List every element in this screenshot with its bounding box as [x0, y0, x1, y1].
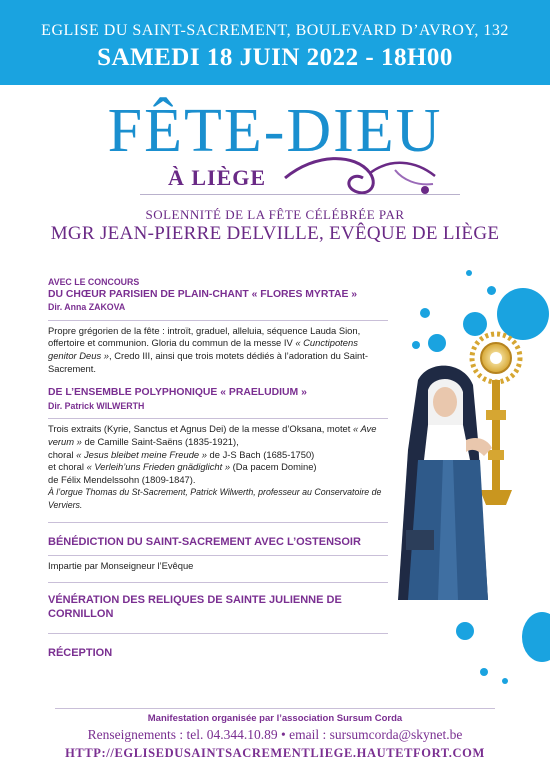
blue-dot-icon: [466, 270, 472, 276]
blue-dot-icon: [456, 622, 474, 640]
blue-dot-icon: [480, 668, 488, 676]
header-address: EGLISE DU SAINT-SACREMENT, BOULEVARD D’AVROY, 132: [41, 22, 509, 39]
header-date: SAMEDI 18 JUIN 2022 - 18H00: [97, 44, 453, 71]
benediction-text: Impartie par Monseigneur l’Evêque: [48, 559, 194, 571]
choir2-director: Dir. Patrick WILWERTH: [48, 400, 145, 411]
divider: [48, 418, 388, 419]
divider: [48, 320, 388, 321]
divider: [48, 555, 388, 556]
choir2-description: Trois extraits (Kyrie, Sanctus et Agnus Dei) de la messe d’Oksana, motet « Ave verum » de Camille Saint-Saëns (1835-1921), choral « Jesus bleibet meine Freude » de J-S Bach (1685-1750) et choral « Verleih’uns Frieden gnädiglicht » (Da pacem Domine) de Félix Mendelssohn (1809-1847).: [48, 423, 377, 485]
organ-note: À l’orgue Thomas du St-Sacrement, Patrick Wilwerth, professeur au Conservatoire de Verviers.: [48, 487, 382, 510]
title-subline: À LIÈGE: [168, 165, 267, 190]
page-title: FÊTE-DIEU: [107, 97, 443, 165]
reception-heading: RÉCEPTION: [48, 647, 113, 660]
divider: [48, 582, 388, 583]
footer-contact: Renseignements : tel. 04.344.10.89 • email : sursumcorda@skynet.be: [87, 727, 463, 742]
benediction-heading: BÉNÉDICTION DU SAINT-SACREMENT AVEC L’OSTENSOIR: [48, 535, 361, 548]
blue-dot-icon: [502, 678, 508, 684]
choir2-heading: DE L’ENSEMBLE POLYPHONIQUE « PRAELUDIUM »: [48, 387, 307, 399]
footer-organizer: Manifestation organisée par l’association Sursum Corda: [147, 713, 403, 724]
blue-dot-icon: [420, 308, 430, 318]
footer-divider: [55, 708, 495, 709]
divider: [48, 633, 388, 634]
footer-url[interactable]: HTTP://EGLISEDUSAINTSACREMENTLIEGE.HAUTETFORT.COM: [65, 746, 485, 760]
choir1-director: Dir. Anna ZAKOVA: [48, 302, 126, 313]
header-band: [0, 0, 550, 85]
divider: [48, 522, 388, 523]
choir1-description: Propre grégorien de la fête : introït, graduel, alleluia, séquence Lauda Sion, offertoire et communion. Gloria du commun de la messe IV « Cunctipotens genitor Deus », Credo III, ainsi que trois motets dédiés à l’adoration du Saint-Sacrement.: [48, 324, 368, 374]
blue-dot-icon: [522, 612, 550, 662]
program-section: [48, 276, 388, 660]
blue-dot-icon: [487, 286, 496, 295]
subtitle-line1: SOLENNITÉ DE LA FÊTE CÉLÉBRÉE PAR: [145, 207, 405, 222]
veneration-heading: VÉNÉRATION DES RELIQUES DE SAINTE JULIENNE DE CORNILLON: [48, 594, 342, 621]
choir1-heading: DU CHŒUR PARISIEN DE PLAIN-CHANT « FLORES MYRTAE »: [48, 288, 358, 300]
intro-label: AVEC LE CONCOURS: [48, 277, 140, 287]
saint-juliana-statue-icon: [388, 330, 550, 600]
subtitle-celebrant: MGR JEAN-PIERRE DELVILLE, EVÊQUE DE LIÈGE: [50, 223, 500, 244]
title-divider: [140, 194, 460, 195]
